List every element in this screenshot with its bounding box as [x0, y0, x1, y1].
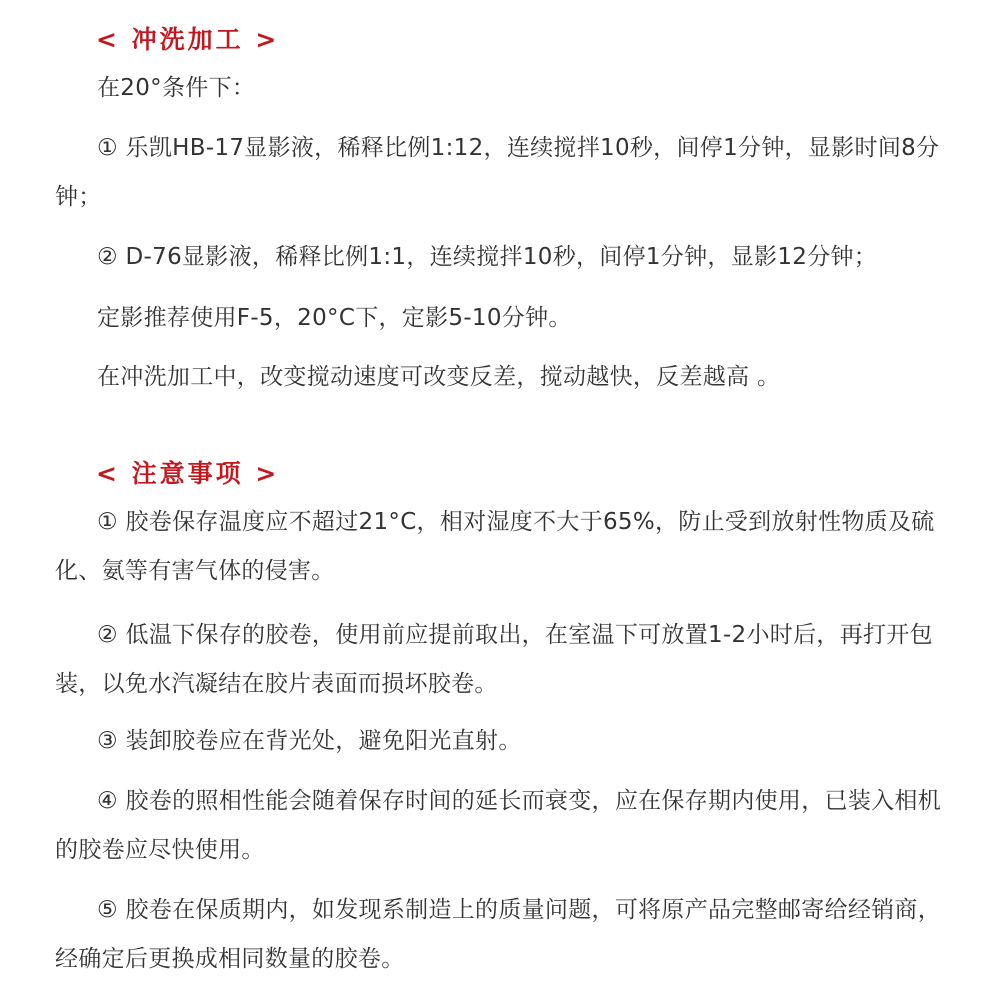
processing-note: 在冲洗加工中，改变搅动速度可改变反差，搅动越快，反差越高 。	[97, 364, 781, 390]
precaution-item-4: ④ 胶卷的照相性能会随着保存时间的延长而衰变，应在保存期内使用，已装入相机的胶卷应尽快使用。	[55, 788, 942, 863]
processing-item-1: ① 乐凯HB-17显影液，稀释比例1:12，连续搅拌10秒，间停1分钟，显影时间8分钟；	[55, 135, 940, 210]
processing-condition: 在20°条件下：	[97, 75, 256, 101]
processing-section-title: < 冲洗加工 >	[96, 25, 280, 54]
precautions-section-title: < 注意事项 >	[96, 459, 280, 488]
precaution-item-2: ② 低温下保存的胶卷，使用前应提前取出，在室温下可放置1-2小时后，再打开包装，以免水汽凝结在胶片表面而损坏胶卷。	[55, 622, 933, 697]
processing-item-2: ② D-76显影液，稀释比例1:1，连续搅拌10秒，间停1分钟，显影12分钟；	[97, 244, 878, 270]
processing-fixing: 定影推荐使用F-5，20°C下，定影5-10分钟。	[97, 305, 572, 331]
precaution-item-1: ① 胶卷保存温度应不超过21°C，相对湿度不大于65%，防止受到放射性物质及硫化、氨等有害气体的侵害。	[55, 509, 935, 584]
precaution-item-5: ⑤ 胶卷在保质期内，如发现系制造上的质量问题，可将原产品完整邮寄给经销商，经确定后更换成相同数量的胶卷。	[55, 897, 942, 972]
precaution-item-3: ③ 装卸胶卷应在背光处，避免阳光直射。	[97, 728, 522, 754]
